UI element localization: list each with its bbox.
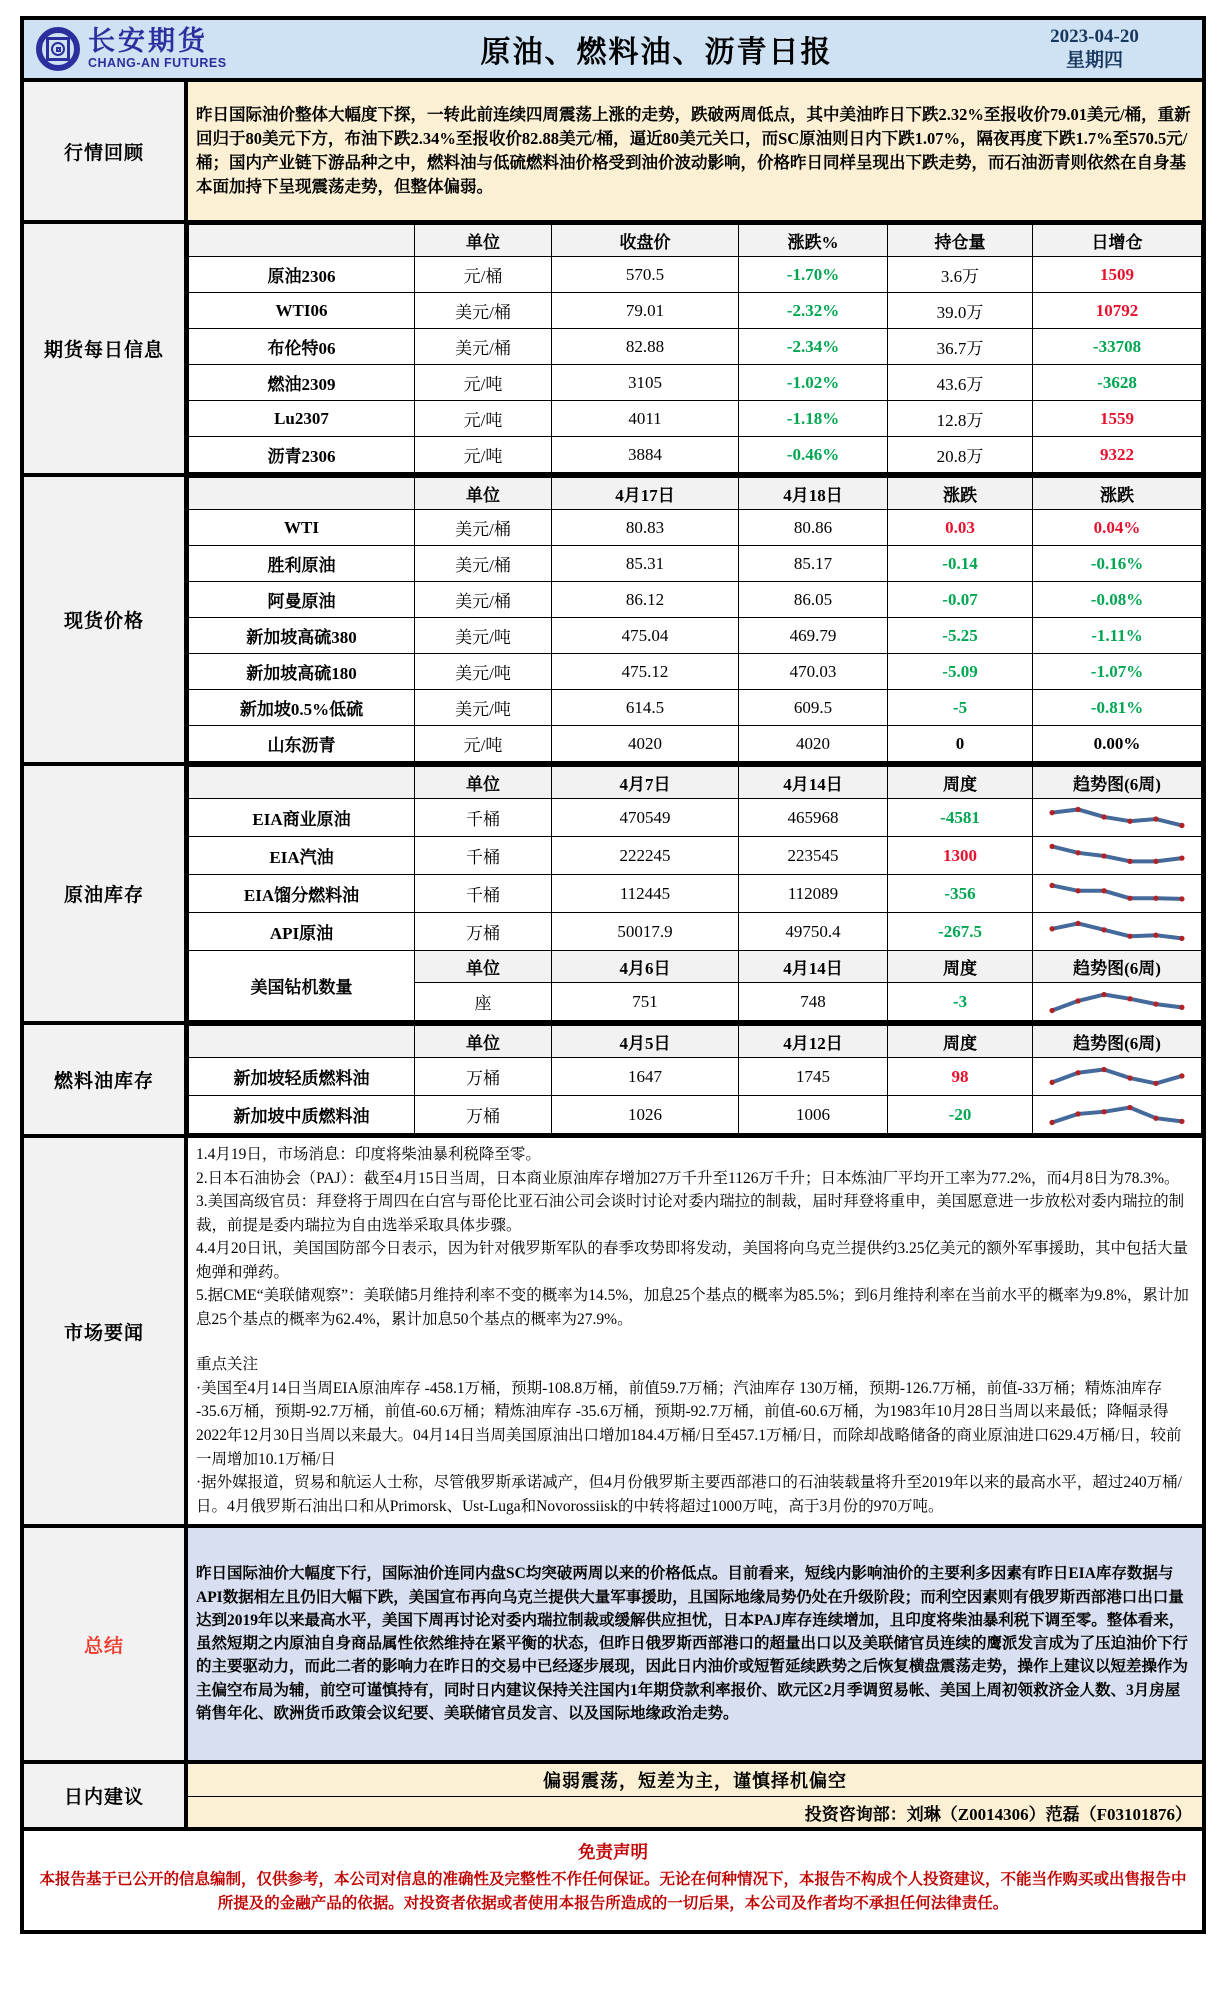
spot-header-row: 单位 4月17日 4月18日 涨跌 涨跌 bbox=[189, 478, 1202, 510]
section-futures bbox=[24, 224, 1202, 477]
review-text: 昨日国际油价整体大幅度下探，一转此前连续四周震荡上涨的走势，跌破两周低点，其中美油昨日下跌2.32%至报收价79.01美元/桶，重新回归于80美元下方，布油下跌2.34%至报收价82.88美元/桶，逼近80美元关口，而SC原油则日内下跌1.07%，隔夜再度下跌1.7%至570.5元/桶；国内产业链下游品种之中，燃料油与低硫燃料油价格受到油价波动影响，价格昨日同样呈现出下跌走势，而石油沥青则依然在自身基本面加持下呈现震荡走势，但整体偏弱。 bbox=[188, 82, 1202, 220]
section-spot bbox=[24, 477, 1202, 766]
trend-sparkline-api-crude bbox=[1035, 916, 1199, 948]
brand-name-cn: 长安期货 bbox=[88, 26, 208, 57]
trend-sparkline-eia-crude bbox=[1035, 802, 1199, 834]
table-row: Lu2307 元/吨 4011 -1.18% 12.8万 1559 bbox=[189, 401, 1202, 437]
rig-count-label: 美国钻机数量 bbox=[189, 951, 415, 1021]
section-market-news bbox=[24, 1138, 1202, 1528]
table-row: EIA馏分燃料油 千桶 112445 112089 -356 bbox=[189, 875, 1202, 913]
trend-sparkline-us-rigs bbox=[1035, 986, 1199, 1018]
date-value: 2023-04-20 bbox=[1050, 26, 1139, 48]
news-focus-item: ·据外媒报道，贸易和航运人士称，尽管俄罗斯承诺减产，但4月份俄罗斯主要西部港口的石油装载量将升至2019年以来的最高水平，超过240万桶/日。4月俄罗斯石油出口和从Primorsk、Ust-Luga和Novorossiisk的中转将超过1000万吨，高于3月份的970万吨。 bbox=[196, 1474, 1182, 1515]
table-row: 新加坡0.5%低硫 美元/吨 614.5 609.5 -5 -0.81% bbox=[189, 690, 1202, 726]
trend-sparkline-eia-gasoline bbox=[1035, 840, 1199, 872]
section-market-review bbox=[24, 82, 1202, 224]
news-focus-item: ·美国至4月14日当周EIA原油库存 -458.1万桶，预期-108.8万桶，前值59.7万桶；汽油库存 130万桶，预期-126.7万桶，前值-33万桶；精炼油库存 -35.6万桶，预期-92.7万桶，前值-60.6万桶；精炼油库存 -35.6万桶，预期-92.7万桶，前值-60.6万桶，为1983年10月28日当周以来最低；降幅录得2022年12月30日当周以来最大。04月14日当周美国原油出口增加184.4万桶/日至457.1万桶/日，而除却战略储备的商业原油进口629.4万桶/日，较前一周增加10.1万桶/日 bbox=[196, 1379, 1182, 1468]
report-date bbox=[987, 25, 1202, 73]
table-row: 新加坡高硫380 美元/吨 475.04 469.79 -5.25 -1.11% bbox=[189, 618, 1202, 654]
table-row: EIA汽油 千桶 222245 223545 1300 bbox=[189, 837, 1202, 875]
table-row: EIA商业原油 千桶 470549 465968 -4581 bbox=[189, 799, 1202, 837]
fuel-inventory-table bbox=[188, 1025, 1202, 1134]
trend-sparkline-eia-distillate bbox=[1035, 878, 1199, 910]
changan-coin-logo-icon bbox=[36, 27, 80, 71]
section-label-summary: 总结 bbox=[24, 1528, 188, 1760]
trend-sparkline-sgp-medium bbox=[1035, 1099, 1199, 1131]
section-label-futures: 期货每日信息 bbox=[24, 224, 188, 473]
fuel-inventory-header-row: 单位 4月5日 4月12日 周度 趋势图(6周) bbox=[189, 1026, 1202, 1058]
disclaimer-title: 免责声明 bbox=[578, 1842, 648, 1863]
section-summary bbox=[24, 1528, 1202, 1764]
table-row: 布伦特06 美元/桶 82.88 -2.34% 36.7万 -33708 bbox=[189, 329, 1202, 365]
section-label-fuel-inventory: 燃料油库存 bbox=[24, 1025, 188, 1134]
section-label-news: 市场要闻 bbox=[24, 1138, 188, 1524]
advice-text: 偏弱震荡，短差为主，谨慎择机偏空 bbox=[188, 1764, 1202, 1797]
brand-block bbox=[24, 27, 326, 71]
news-item: 4.4月20日讯，美国国防部今日表示，因为针对俄罗斯军队的春季攻势即将发动，美国将向乌克兰提供约3.25亿美元的额外军事援助，其中包括大量炮弹和弹药。 bbox=[196, 1240, 1189, 1281]
section-advice bbox=[24, 1764, 1202, 1831]
table-row: 阿曼原油 美元/桶 86.12 86.05 -0.07 -0.08% bbox=[189, 582, 1202, 618]
rig-count-header-row: 美国钻机数量 单位 4月6日 4月14日 周度 趋势图(6周) bbox=[189, 951, 1202, 983]
spot-table bbox=[188, 477, 1202, 762]
section-crude-inventory bbox=[24, 766, 1202, 1025]
section-label-crude-inventory: 原油库存 bbox=[24, 766, 188, 1021]
news-item: 1.4月19日，市场消息：印度将柴油暴利税降至零。 bbox=[196, 1146, 541, 1163]
table-row: 原油2306 元/桶 570.5 -1.70% 3.6万 1509 bbox=[189, 257, 1202, 293]
section-label-spot: 现货价格 bbox=[24, 477, 188, 762]
futures-table bbox=[188, 224, 1202, 473]
crude-inventory-header-row: 单位 4月7日 4月14日 周度 趋势图(6周) bbox=[189, 767, 1202, 799]
news-text-block bbox=[188, 1138, 1202, 1524]
disclaimer-block bbox=[24, 1831, 1202, 1930]
section-label-advice: 日内建议 bbox=[24, 1764, 188, 1827]
report-header bbox=[24, 20, 1202, 82]
table-row: 山东沥青 元/吨 4020 4020 0 0.00% bbox=[189, 726, 1202, 762]
table-row: 燃油2309 元/吨 3105 -1.02% 43.6万 -3628 bbox=[189, 365, 1202, 401]
table-row: API原油 万桶 50017.9 49750.4 -267.5 bbox=[189, 913, 1202, 951]
daily-report-sheet bbox=[20, 16, 1206, 1934]
section-disclaimer bbox=[24, 1831, 1202, 1930]
news-item: 5.据CME“美联储观察”：美联储5月维持利率不变的概率为14.5%，加息25个基点的概率为85.5%；到6月维持利率在当前水平的概率为9.8%，累计加息25个基点的概率为62.4%，累计加息50个基点的概率为27.9%。 bbox=[196, 1287, 1189, 1328]
table-row: 新加坡高硫180 美元/吨 475.12 470.03 -5.09 -1.07% bbox=[189, 654, 1202, 690]
table-row: WTI 美元/桶 80.83 80.86 0.03 0.04% bbox=[189, 510, 1202, 546]
section-label-review: 行情回顾 bbox=[24, 82, 188, 220]
summary-text: 昨日国际油价大幅度下行，国际油价连同内盘SC均突破两周以来的价格低点。目前看来，短线内影响油价的主要利多因素有昨日EIA库存数据与API数据相左且仍旧大幅下跌，美国宣布再向乌克兰提供大量军事援助，且国际地缘局势仍处在升级阶段；而利空因素则有俄罗斯西部港口出口量达到2019年以来最高水平，美国下周再讨论对委内瑞拉制裁或缓解供应担忧，日本PAJ库存连续增加，且印度将柴油暴利税下调至零。整体看来，虽然短期之内原油自身商品属性依然维持在紧平衡的状态，但昨日俄罗斯西部港口的超量出口以及美联储官员连续的鹰派发言成为了压迫油价下行的主要驱动力，而此二者的影响力在昨日的交易中已经逐步展现，因此日内油价或短暂延续跌势之后恢复横盘震荡走势，操作上建议以短差操作为主偏空布局为辅，前空可谨慎持有，同时日内建议保持关注国内1年期贷款利率报价、欧元区2月季调贸易帐、美国上周初领救济金人数、3月房屋销售年化、欧洲货币政策会议纪要、美联储官员发言、以及国际地缘政治走势。 bbox=[188, 1528, 1202, 1760]
report-title: 原油、燃料油、沥青日报 bbox=[480, 36, 833, 69]
trend-sparkline-sgp-light bbox=[1035, 1061, 1199, 1093]
table-row: 新加坡中质燃料油 万桶 1026 1006 -20 bbox=[189, 1096, 1202, 1134]
weekday-value: 星期四 bbox=[1065, 50, 1123, 71]
section-fuel-inventory bbox=[24, 1025, 1202, 1138]
news-item: 2.日本石油协会（PAJ）：截至4月15日当周，日本商业原油库存增加27万千升至1126万千升；日本炼油厂平均开工率为77.2%，而4月8日为78.3%。 bbox=[196, 1169, 1180, 1187]
futures-header-row: 单位 收盘价 涨跌% 持仓量 日增仓 bbox=[189, 225, 1202, 257]
table-row: 胜利原油 美元/桶 85.31 85.17 -0.14 -0.16% bbox=[189, 546, 1202, 582]
disclaimer-text: 本报告基于已公开的信息编制，仅供参考，本公司对信息的准确性及完整性不作任何保证。无论在何种情况下，本报告不构成个人投资建议，不能当作购买或出售报告中所提及的金融产品的依据。对投资者依据或者使用本报告所造成的一切后果，本公司及作者均不承担任何法律责任。 bbox=[39, 1871, 1187, 1913]
table-row: 新加坡轻质燃料油 万桶 1647 1745 98 bbox=[189, 1058, 1202, 1096]
crude-inventory-table bbox=[188, 766, 1202, 1021]
advice-signature: 投资咨询部：刘琳（Z0014306）范磊（F03101876） bbox=[188, 1797, 1202, 1827]
rig-count-data-row: 座 751 748 -3 bbox=[189, 983, 1202, 1021]
brand-name-en: CHANG-AN FUTURES bbox=[88, 56, 227, 71]
news-item: 3.美国高级官员：拜登将于周四在白宫与哥伦比亚石油公司会谈时讨论对委内瑞拉的制裁，届时拜登将重申，美国愿意进一步放松对委内瑞拉的制裁，前提是委内瑞拉为自由选举采取具体步骤。 bbox=[196, 1193, 1185, 1234]
news-focus-title: 重点关注 bbox=[196, 1356, 259, 1374]
table-row: WTI06 美元/桶 79.01 -2.32% 39.0万 10792 bbox=[189, 293, 1202, 329]
table-row: 沥青2306 元/吨 3884 -0.46% 20.8万 9322 bbox=[189, 437, 1202, 473]
